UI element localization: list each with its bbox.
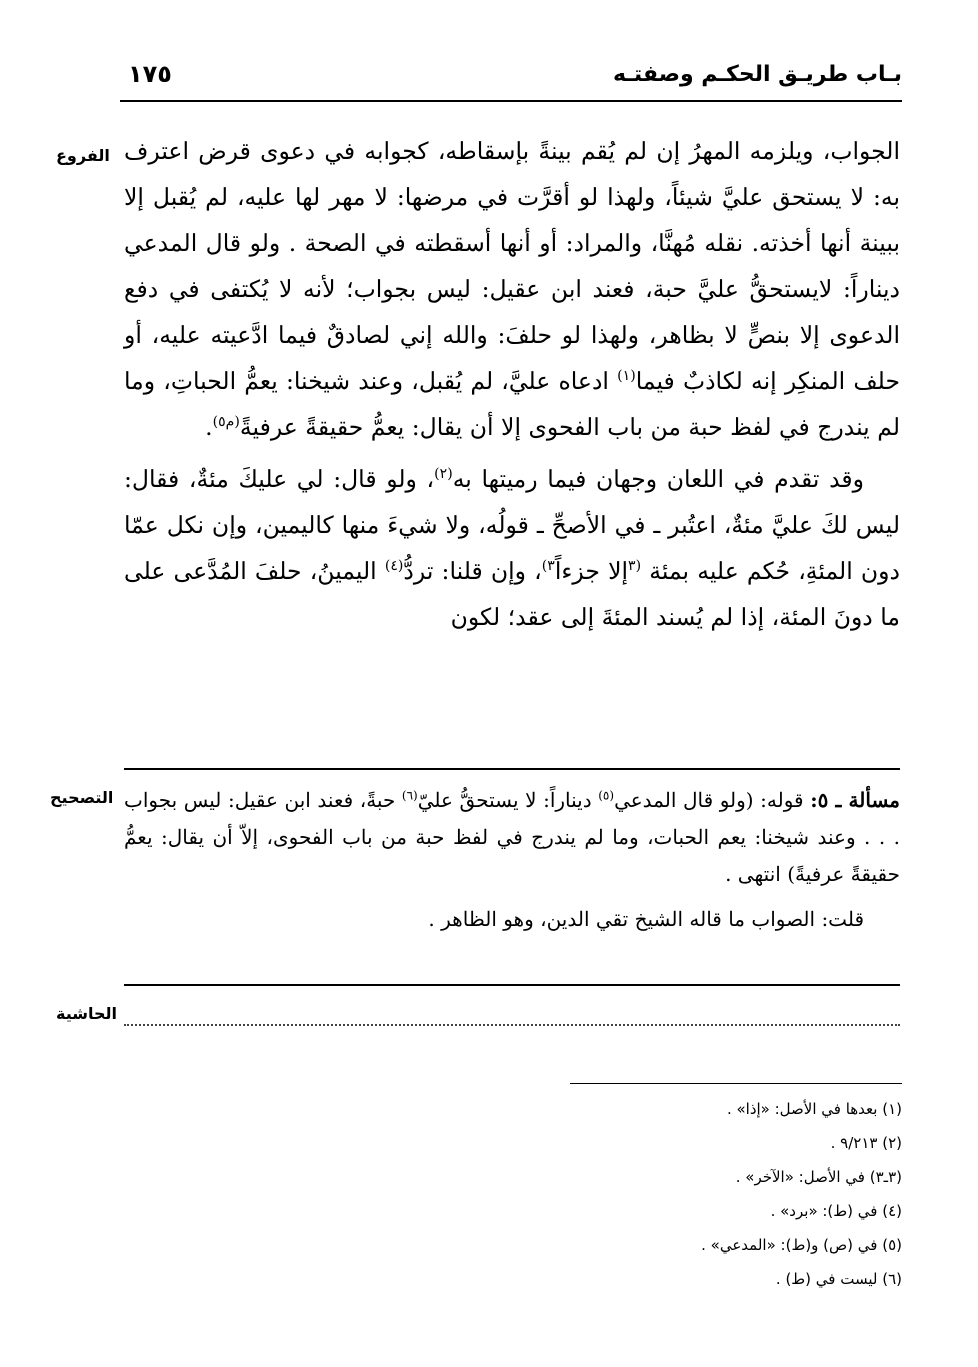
main-text-segment: ادعاه عليَّ، لم يُقبل، وعند شيخنا: يعمُّ الحباتِ، وما لم يندرج في لفظ حبة من باب الفحوى إلا أن يقال: يعمُّ حقيقةً عرفيةً <box>124 367 900 441</box>
correction-marker: (م٥) <box>212 414 240 431</box>
main-body-text <box>124 128 900 640</box>
footnote-marker: (٥) <box>598 788 615 803</box>
footnote-marker: (١) <box>617 368 636 385</box>
footnote-5: (٥) في (ص) و(ط): «المدعي» . <box>701 1236 902 1254</box>
main-paragraph-1 <box>124 128 900 450</box>
tashih-paragraph-1 <box>124 782 900 893</box>
main-text-segment: الجواب، ويلزمه المهرُ إن لم يُقم بينةً بإسقاطه، كجوابه في دعوى قرض اعترف به: لا يستحق عليَّ شيئاً، ولهذا لو أقرَّت في مرضها: لا مهر لها عليه، لم يُقبل إلا ببينة أنها أخذته. نقله مُهنَّا، والمراد: أو أنها أسقطته في الصحة . ولو قال المدعي ديناراً: لايستحقُّ عليَّ حبة، فعند ابن عقيل: ليس بجواب؛ لأنه لا يُكتفى في دفع الدعوى إلا بنصٍّ لا بظاهر، ولهذا لو حلفَ: والله إني لصادقٌ فيما ادَّعيته عليه، أو حلف المنكِر إنه لكاذبٌ فيما <box>124 137 900 395</box>
footnote-marker: ٣) <box>541 558 555 575</box>
running-header <box>120 58 902 98</box>
section-rule-main <box>124 768 900 770</box>
margin-label-furu: الفروع <box>56 146 110 165</box>
tashih-paragraph-2: قلت: الصواب ما قاله الشيخ تقي الدين، وهو الظاهر . <box>428 907 864 931</box>
chapter-title: بـاب طريـق الحكـم وصفتـه <box>613 62 902 87</box>
masala-label: مسألة ـ ٥: <box>810 788 901 812</box>
main-text-segment: ، وإن قلنا: تردُّ <box>403 557 542 585</box>
main-text-segment: وقد تقدم في اللعان وجهان فيما رميتها به <box>452 465 864 493</box>
footnotes <box>420 1092 902 1296</box>
tashih-text-segment: ديناراً: لا يستحقُّ عليّ <box>417 788 599 812</box>
tashih-block <box>124 782 900 938</box>
margin-label-hashiya: الحاشية <box>56 1004 117 1023</box>
main-text-segment: اليمينُ، حلفَ المُدَّعى على ما دونَ المئة، إذا لم يُسند المئةَ إلى عقد؛ لكون <box>124 557 900 631</box>
footnote-6: (٦) ليست في (ط) . <box>775 1270 902 1288</box>
margin-label-tashih: التصحيح <box>50 788 114 807</box>
main-paragraph-2 <box>124 456 900 640</box>
footnote-marker: (٣ <box>628 558 642 575</box>
footnote-3: (٣ـ٣) في الأصل: «الآخر» . <box>735 1168 902 1186</box>
page-number: ١٧٥ <box>128 60 172 88</box>
footnote-marker: (٦) <box>401 788 418 803</box>
main-text-segment: إلا جزءاً <box>554 557 629 585</box>
main-text-segment: ، ولو قال: لي عليكَ مئةٌ، فقال: ليس لكَ عليَّ مئةٌ، اعتُبر ـ في الأصحِّ ـ قولُه، ولا شيءَ منها كاليمين، وإن نكل عمّا دون المئةِ، حُكم عليه بمئة <box>124 465 900 585</box>
main-text-segment: . <box>205 413 213 441</box>
header-rule <box>120 100 902 102</box>
footnote-marker: (٢) <box>434 466 453 483</box>
footnote-2: (٢) ٩/٢١٣ . <box>830 1134 902 1152</box>
footnote-4: (٤) في (ط): «برد» . <box>770 1202 902 1220</box>
tashih-text-segment: حبةً، فعند ابن عقيل: ليس بجواب . . . وعند شيخنا: يعم الحبات، وما لم يندرج في لفظ حبة من باب الفحوى، إلاّ أن يقال: يعمُّ حقيقةً عرفيةً) انتهى . <box>124 788 900 886</box>
tashih-text-segment: قوله: (ولو قال المدعي <box>614 788 811 812</box>
footnote-marker: (٤) <box>384 558 404 575</box>
footnote-1: (١) بعدها في الأصل: «إذا» . <box>726 1100 902 1118</box>
section-rule-tashih <box>124 984 900 986</box>
footnote-rule <box>570 1083 902 1084</box>
hashiya-dotted-rule <box>124 1024 900 1026</box>
